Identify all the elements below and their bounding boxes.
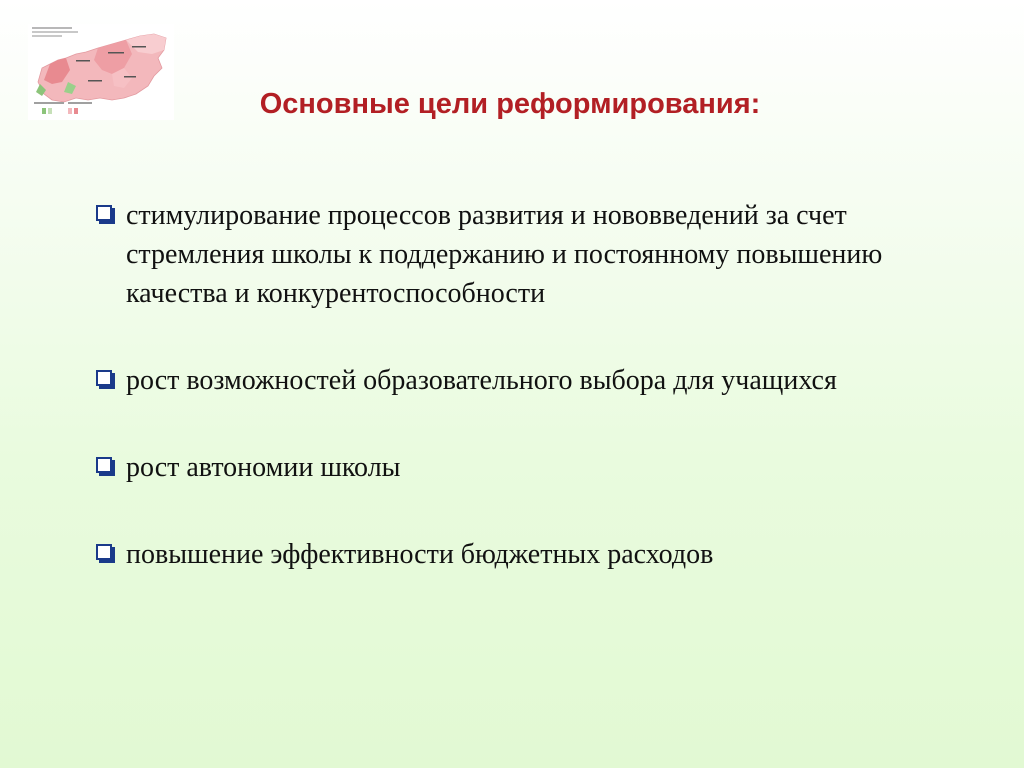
bullet-text: рост возможностей образовательного выбора для учащихся [126, 365, 837, 396]
square-checkbox-icon [96, 205, 112, 221]
russia-map-thumbnail [28, 24, 174, 120]
bullet-list [92, 196, 962, 574]
bullet-text: рост автономии школы [126, 452, 401, 483]
bullet-item [92, 361, 962, 400]
bullet-text: стимулирование процессов развития и нововведений за счет стремления школы к поддержанию и постоянному повышению качества и конкурентоспособности [126, 200, 883, 309]
bullet-text: повышение эффективности бюджетных расходов [126, 539, 714, 570]
square-checkbox-icon [96, 370, 112, 386]
slide-title: Основные цели реформирования: [259, 88, 761, 120]
square-checkbox-icon [96, 457, 112, 473]
bullet-item [92, 535, 962, 574]
square-checkbox-icon [96, 544, 112, 560]
bullet-item [92, 196, 962, 313]
bullet-item [92, 448, 962, 487]
